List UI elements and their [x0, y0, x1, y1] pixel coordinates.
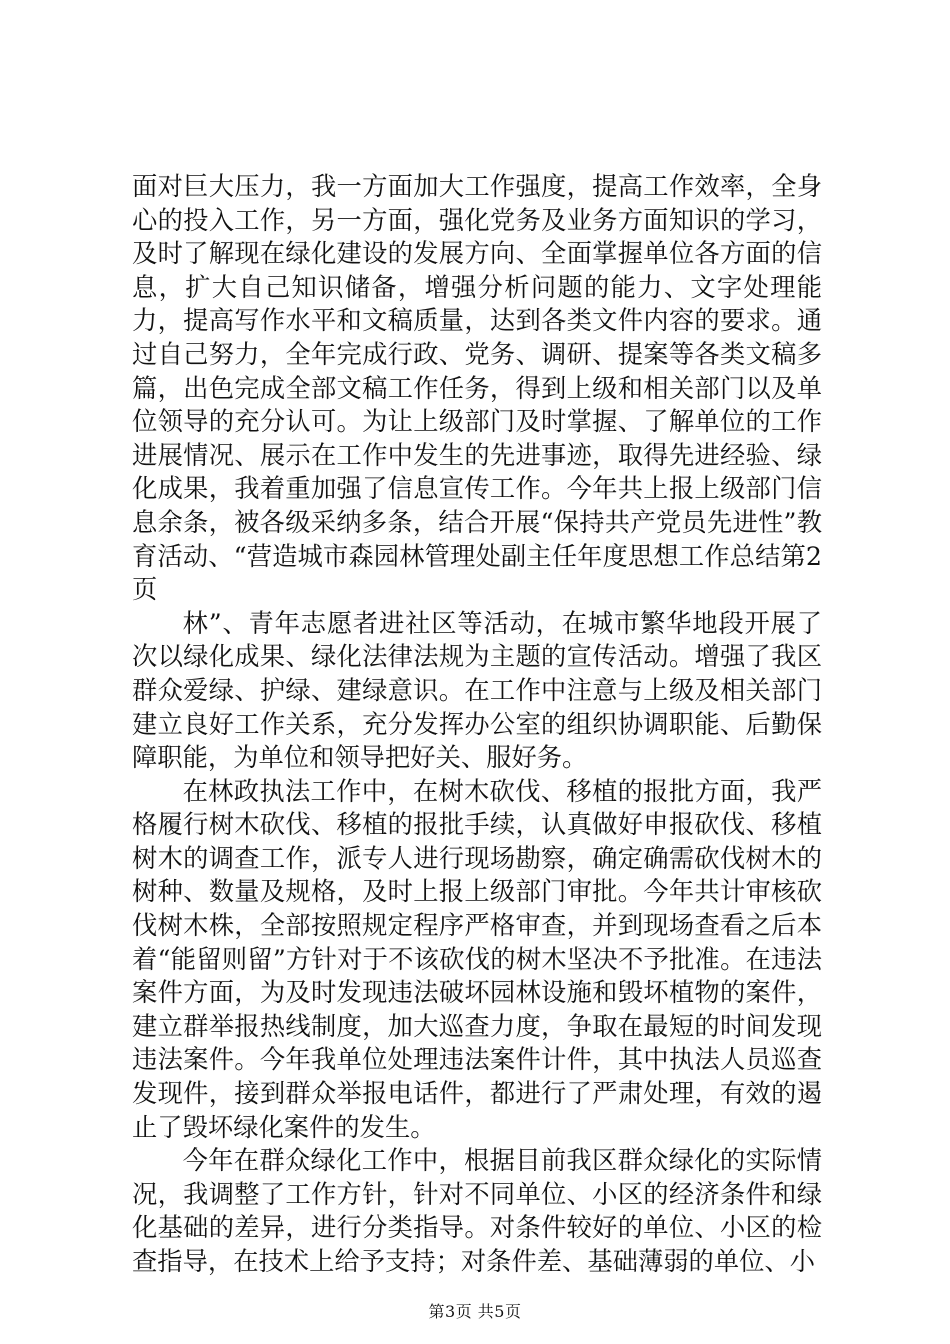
paragraph-2: 林”、青年志愿者进社区等活动，在城市繁华地段开展了次以绿化成果、绿化法律法规为主题的宣传活动。增强了我区群众爱绿、护绿、建绿意识。在工作中注意与上级及相关部门建立良好工作关系，充分发挥办公室的组织协调职能、后勤保障职能，为单位和领导把好关、服好务。 — [132, 608, 822, 773]
page-footer: 第3页 共5页 — [428, 1302, 522, 1321]
paragraph-4: 今年在群众绿化工作中，根据目前我区群众绿化的实际情况，我调整了工作方针，针对不同单位、小区的经济条件和绿化基础的差异，进行分类指导。对条件较好的单位、小区的检查指导，在技术上给予支持；对条件差、基础薄弱的单位、小 — [132, 1146, 822, 1276]
paragraph-1: 面对巨大压力，我一方面加大工作强度，提高工作效率，全身心的投入工作，另一方面，强化党务及业务方面知识的学习，及时了解现在绿化建设的发展方向、全面掌握单位各方面的信息，扩大自己知识储备，增强分析问题的能力、文字处理能力，提高写作水平和文稿质量，达到各类文件内容的要求。通过自己努力，全年完成行政、党务、调研、提案等各类文稿多篇，出色完成全部文稿工作任务，得到上级和相关部门以及单位领导的充分认可。为让上级部门及时掌握、了解单位的工作进展情况、展示在工作中发生的先进事迹，取得先进经验、绿化成果，我着重加强了信息宣传工作。今年共上报上级部门信息余条，被各级采纳多条，结合开展“保持共产党员先进性”教育活动、“营造城市森园林管理处副主任年度思想工作总结第2页 — [132, 172, 822, 605]
paragraph-3: 在林政执法工作中，在树木砍伐、移植的报批方面，我严格履行树木砍伐、移植的报批手续，认真做好申报砍伐、移植树木的调查工作，派专人进行现场勘察，确定确需砍伐树木的树种、数量及规格，及时上报上级部门审批。今年共计审核砍伐树木株，全部按照规定程序严格审查，并到现场查看之后本着“能留则留”方针对于不该砍伐的树木坚决不予批准。在违法案件方面，为及时发现违法破坏园林设施和毁坏植物的案件，建立群举报热线制度，加大巡查力度，争取在最短的时间发现违法案件。今年我单位处理违法案件计件，其中执法人员巡查发现件，接到群众举报电话件，都进行了严肃处理，有效的遏止了毁坏绿化案件的发生。 — [132, 776, 822, 1142]
document-body — [132, 170, 822, 1279]
